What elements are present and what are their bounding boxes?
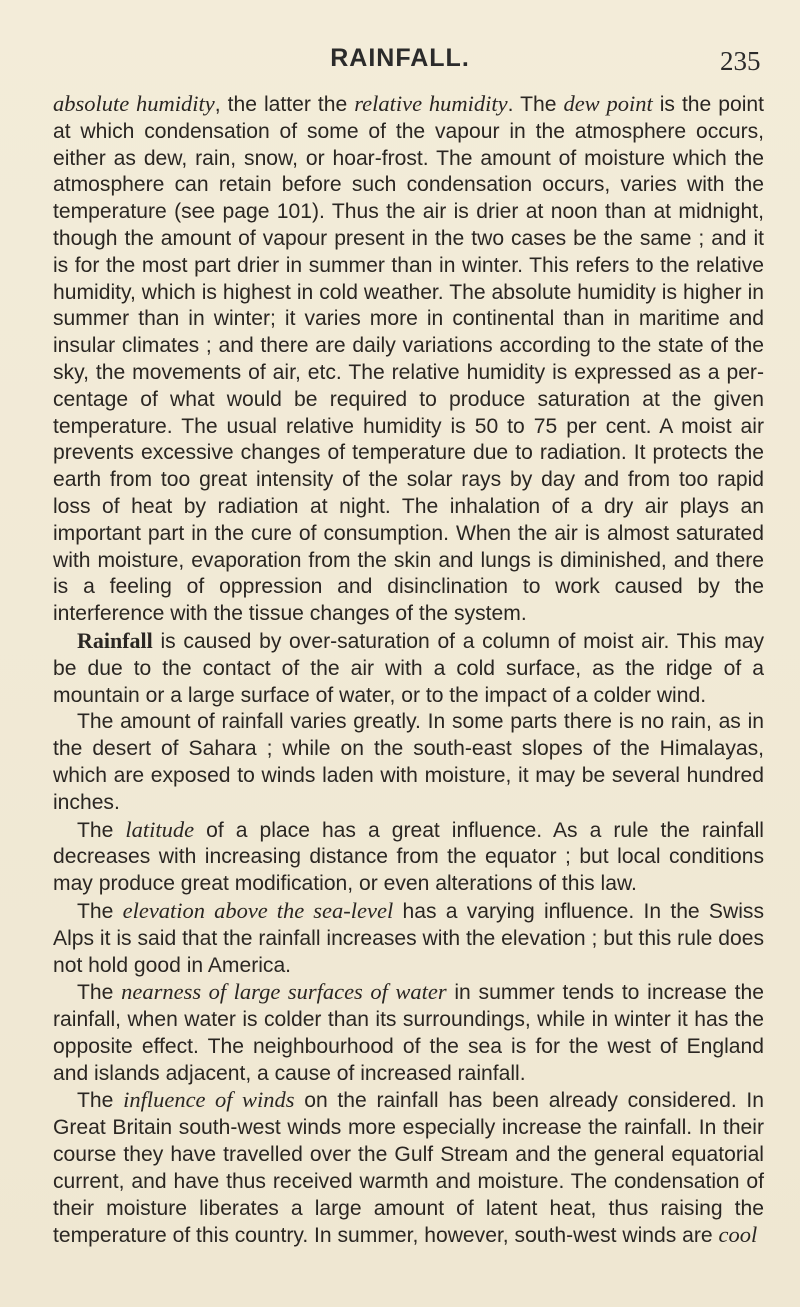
paragraph-winds: The influence of winds on the rainfall has been already considered. In Great Britain south-west winds more especially increase the rainfall. In their course they have travelled over the Gulf Stream and the general equatorial current, and have thus received warmth and moisture. The condensation of their moisture liberates a large amount of latent heat, thus raising the temperature of this country. In summer, however, south-west winds are cool	[53, 1087, 764, 1248]
paragraph-latitude: The latitude of a place has a great influence. As a rule the rainfall decreases with increasing distance from the equator ; but local conditions may produce great modification, or even alterations of this law.	[53, 816, 764, 896]
body-text	[53, 91, 764, 1250]
heading-rainfall: Rainfall	[77, 627, 153, 653]
paragraph-rainfall-amount: The amount of rainfall varies greatly. In some parts there is no rain, as in the desert of Sahara ; while on the south-east slopes of the Himalayas, which are exposed to winds laden with moisture, it may be several hundred inches.	[53, 710, 764, 814]
paragraph-water-surfaces: The nearness of large surfaces of water in summer tends to increase the rainfall, when water is colder than its surroundings, while in winter it has the opposite effect. The neighbourhood of the sea is for the west of England and islands adjacent, a cause of increased rainfall.	[53, 979, 764, 1085]
term-latitude: latitude	[125, 816, 195, 842]
running-head	[0, 44, 800, 74]
page-number: 235	[720, 46, 761, 76]
term-elevation: elevation above the sea-level	[122, 897, 394, 923]
term-dew-point: dew point	[563, 91, 653, 116]
term-absolute-humidity: absolute humidity	[53, 91, 215, 116]
running-title: RAINFALL.	[330, 44, 470, 72]
term-water-surfaces: nearness of large surfaces of water	[121, 979, 447, 1005]
term-influence-of-winds: influence of winds	[123, 1087, 295, 1113]
term-relative-humidity: relative humidity	[354, 91, 508, 116]
paragraph-elevation: The elevation above the sea-level has a varying influence. In the Swiss Alps it is said that the rainfall increases with the elevation ; but this rule does not hold good in America.	[53, 897, 764, 977]
term-cool: cool	[718, 1222, 758, 1248]
paragraph-rainfall-cause: Rainfall is caused by over-saturation of a column of moist air. This may be due to the contact of the air with a cold surface, as the ridge of a mountain or a large surface of water, or to the impact of a colder wind.	[53, 627, 764, 707]
paragraph-humidity: absolute humidity, the latter the relative humidity. The dew point is the point at which condensation of some of the vapour in the atmosphere occurs, either as dew, rain, snow, or hoar-frost. The amount of moisture which the atmosphere can retain before such condensation occurs, varies with the temperature (see page 101). Thus the air is drier at noon than at midnight, though the amount of vapour present in the two cases be the same ; and it is for the most part drier in summer than in winter. This refers to the relative humidity, which is highest in cold weather. The absolute humidity is higher in summer than in winter; it varies more in continental than in maritime and insular climates ; and there are daily variations according to the state of the sky, the movements of air, etc. The relative humidity is expressed as a per-centage of what would be required to produce saturation at the given temperature. The usual relative humidity is 50 to 75 per cent. A moist air prevents excessive changes of temperature due to radiation. It protects the earth from too great intensity of the solar rays by day and from too rapid loss of heat by radiation at night. The inhalation of a dry air plays an important part in the cure of consumption. When the air is almost saturated with moisture, evaporation from the skin and lungs is diminished, and there is a feeling of oppression and disinclination to work caused by the interference with the tissue changes of the system.	[53, 91, 765, 626]
